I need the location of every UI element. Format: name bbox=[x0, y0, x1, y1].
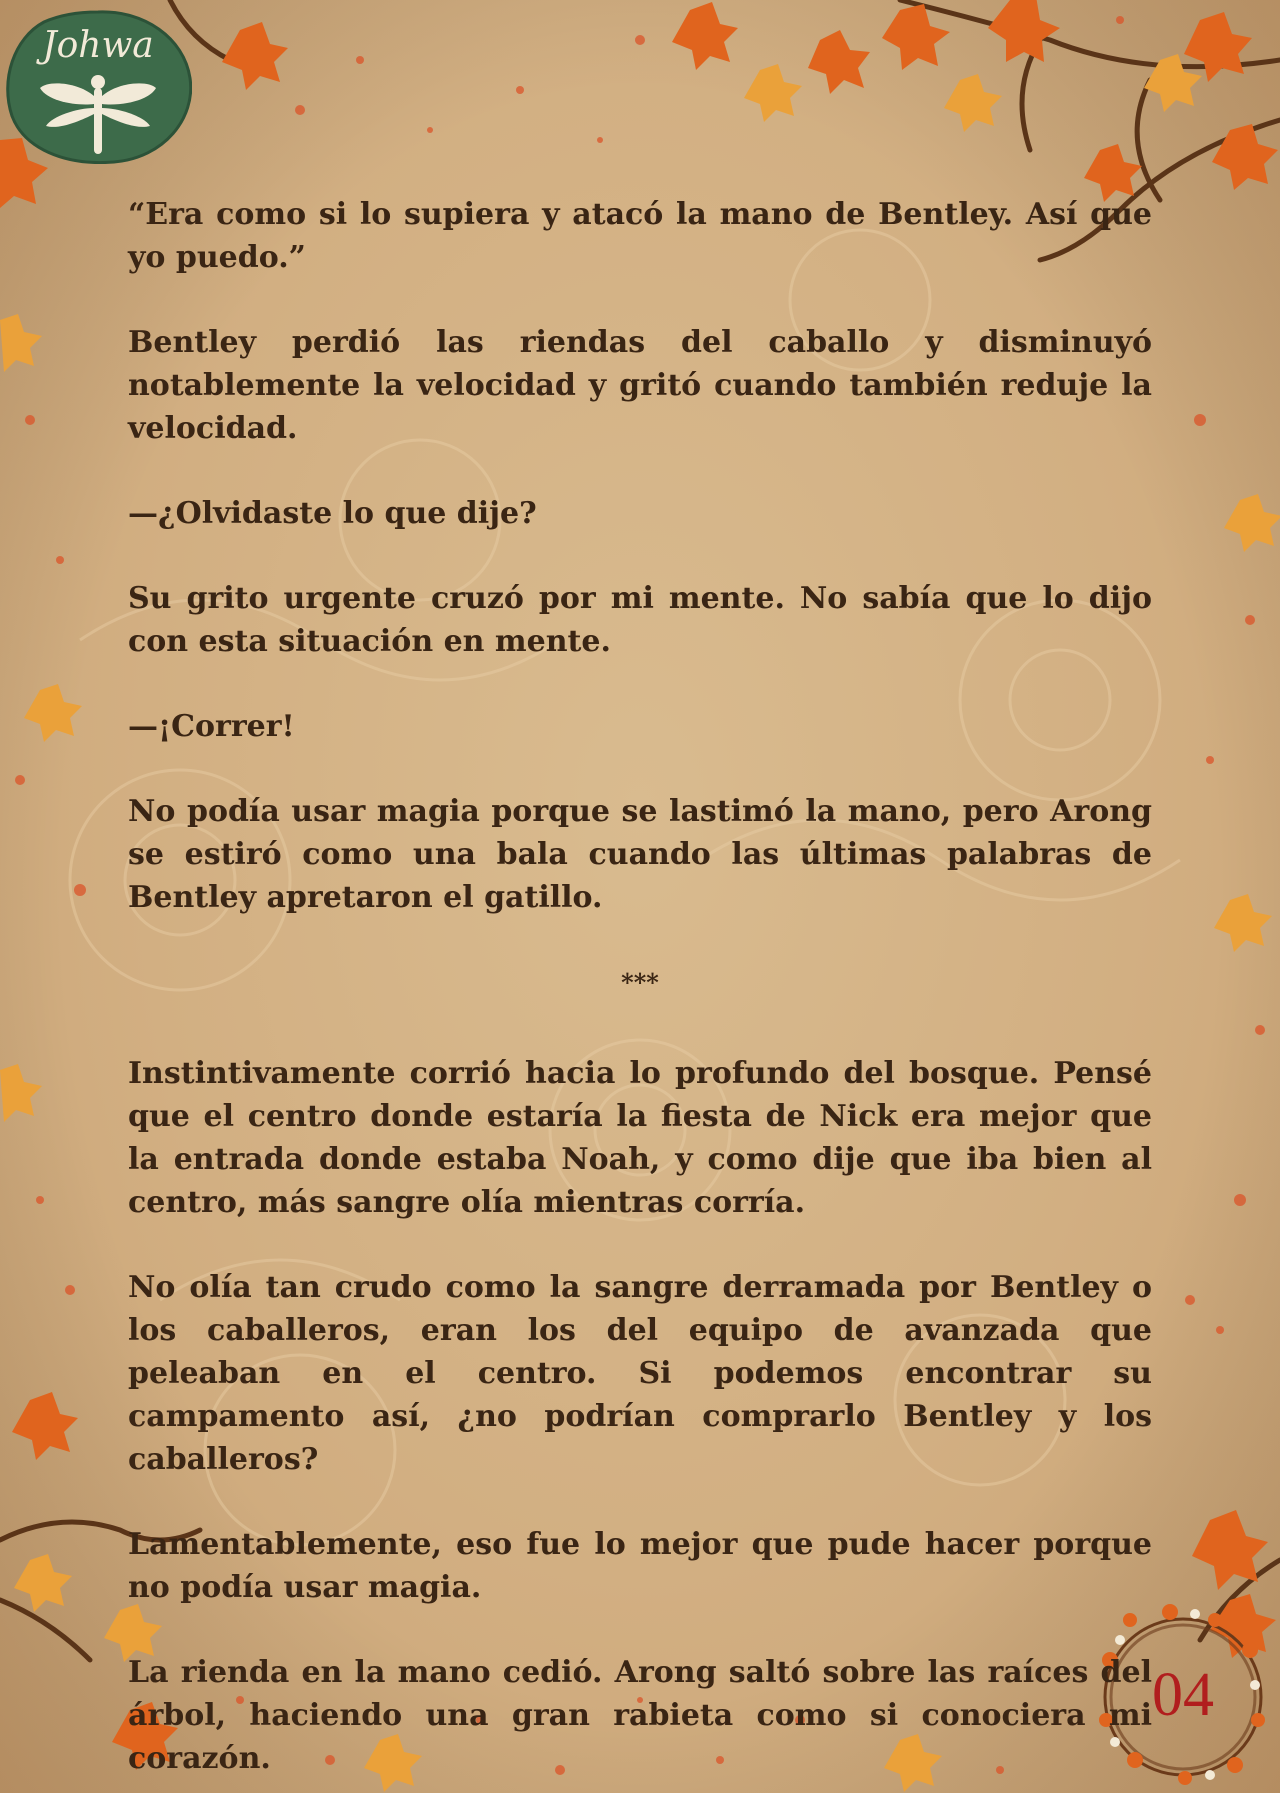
paragraph: “Era como si lo supiera y atacó la mano de Bentley. Así que yo puedo.” bbox=[128, 197, 1152, 275]
brand-logo bbox=[4, 8, 192, 164]
dragonfly-icon bbox=[38, 72, 158, 162]
paragraph: Bentley perdió las riendas del caballo y disminuyó notablemente la velocidad y gritó cuando también reduje la velocidad. bbox=[128, 325, 1152, 446]
paragraph: No olía tan crudo como la sangre derramada por Bentley o los caballeros, eran los del equipo de avanzada que peleaban en el centro. Si podemos encontrar su campamento así, ¿no podrían comprarlo Bentley y los caballeros? bbox=[128, 1270, 1152, 1477]
paragraph: La rienda en la mano cedió. Arong saltó sobre las raíces del árbol, haciendo una gran rabieta como si conociera mi corazón. bbox=[128, 1655, 1152, 1776]
paragraph: —¡Correr! bbox=[128, 709, 295, 744]
story-text bbox=[128, 193, 1152, 1793]
scene-break: *** bbox=[621, 968, 659, 997]
logo-text: Johwa bbox=[42, 25, 154, 66]
paragraph: Instintivamente corrió hacia lo profundo del bosque. Pensé que el centro donde estaría la fiesta de Nick era mejor que la entrada donde estaba Noah, y como dije que iba bien al centro, más sangre olía mientras corría. bbox=[128, 1056, 1152, 1220]
page-number: 04 bbox=[1152, 1661, 1214, 1729]
paragraph: —¿Olvidaste lo que dije? bbox=[128, 496, 537, 531]
paragraph: No podía usar magia porque se lastimó la mano, pero Arong se estiró como una bala cuando las últimas palabras de Bentley apretaron el gatillo. bbox=[128, 794, 1152, 915]
paragraph: Lamentablemente, eso fue lo mejor que pude hacer porque no podía usar magia. bbox=[128, 1527, 1152, 1605]
paragraph: Su grito urgente cruzó por mi mente. No sabía que lo dijo con esta situación en mente. bbox=[128, 581, 1152, 659]
